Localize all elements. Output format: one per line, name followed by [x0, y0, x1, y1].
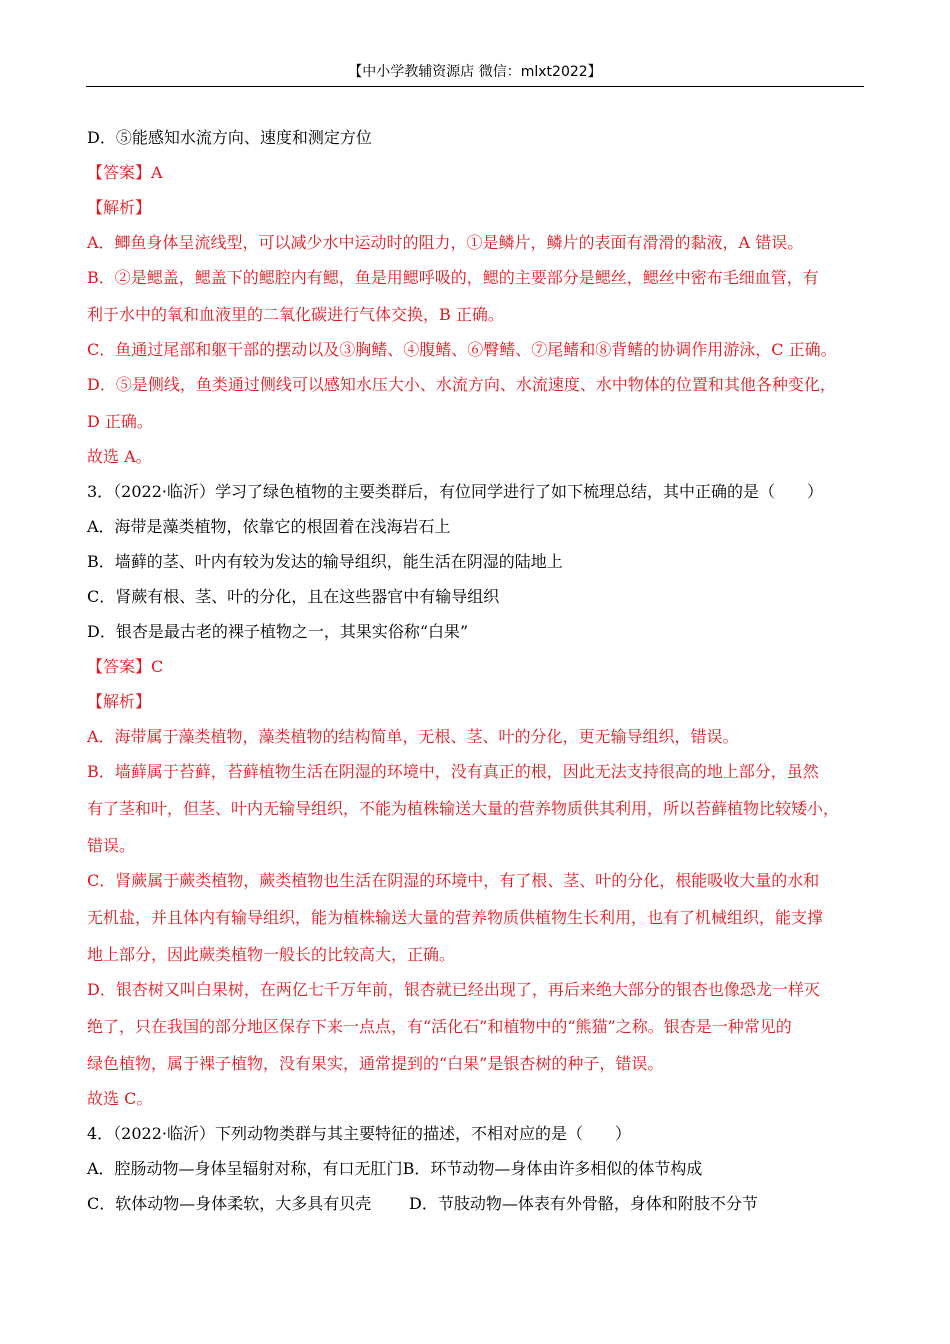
- q3-option: A．海带是藻类植物，依靠它的根固着在浅海岩石上: [87, 517, 451, 536]
- q2-option-d: D．⑤能感知水流方向、速度和测定方位: [87, 128, 372, 147]
- answer-tag: 【答案】: [87, 163, 152, 182]
- q3-option: C．肾蕨有根、茎、叶的分化，且在这些器官中有输导组织: [87, 587, 500, 606]
- q4-options-row-1: [87, 1151, 867, 1186]
- q2-analysis-line: D 正确。: [87, 412, 153, 431]
- q3-analysis-line: B．墙藓属于苔藓，苔藓植物生活在阴湿的环境中，没有真正的根，因此无法支持很高的地上部分，虽然: [87, 762, 819, 781]
- q3-analysis-tag: 【解析】: [87, 692, 152, 711]
- answer-value: C: [151, 657, 164, 676]
- q4-option-d: D．节肢动物—体表有外骨骼，身体和附肢不分节: [409, 1194, 758, 1213]
- q3-option: D．银杏是最古老的裸子植物之一，其果实俗称“白果”: [87, 622, 469, 641]
- q3-analysis-line: 绿色植物，属于裸子植物，没有果实，通常提到的“白果”是银杏树的种子，错误。: [87, 1054, 664, 1073]
- q4-option-a: A．腔肠动物—身体呈辐射对称，有口无肛门: [87, 1159, 403, 1178]
- q4-stem: 4．（2022·临沂）下列动物类群与其主要特征的描述，不相对应的是（ ）: [87, 1124, 631, 1143]
- q3-analysis-line: 错误。: [87, 836, 136, 855]
- q3-analysis-line: 有了茎和叶，但茎、叶内无输导组织，不能为植株输送大量的营养物质供其利用，所以苔藓植物比较矮小，: [87, 799, 840, 818]
- q2-analysis-line: C．鱼通过尾部和躯干部的摆动以及③胸鳍、④腹鳍、⑥臀鳍、⑦尾鳍和⑧背鳍的协调作用游泳，C 正确。: [87, 340, 837, 359]
- q3-analysis-line: A．海带属于藻类植物，藻类植物的结构简单，无根、茎、叶的分化，更无输导组织，错误。: [87, 727, 739, 746]
- answer-tag: 【答案】: [87, 657, 152, 676]
- q3-analysis-line: 无机盐，并且体内有输导组织，能为植株输送大量的营养物质供植物生长利用，也有了机械组织，能支撑: [87, 908, 824, 927]
- q3-conclusion: 故选 C。: [87, 1089, 153, 1108]
- q3-analysis-line: 地上部分，因此蕨类植物一般长的比较高大，正确。: [87, 945, 456, 964]
- q4-options-row-2: [87, 1186, 867, 1221]
- q2-analysis-tag: 【解析】: [87, 198, 152, 217]
- q2-answer: [87, 155, 867, 190]
- q4-option-b: B．环节动物—身体由许多相似的体节构成: [402, 1159, 703, 1178]
- page-content: [87, 120, 867, 1221]
- q3-option: B．墙藓的茎、叶内有较为发达的输导组织，能生活在阴湿的陆地上: [87, 552, 563, 571]
- q2-analysis-line: 利于水中的氧和血液里的二氧化碳进行气体交换，B 正确。: [87, 305, 504, 324]
- q3-analysis-line: 绝了，只在我国的部分地区保存下来一点点，有“活化石”和植物中的“熊猫”之称。银杏是一种常见的: [87, 1017, 792, 1036]
- q2-conclusion: 故选 A。: [87, 447, 152, 466]
- page-header: 【中小学教辅资源店 微信：mlxt2022】: [348, 64, 602, 80]
- q2-analysis-line: D．⑤是侧线，鱼类通过侧线可以感知水压大小、水流方向、水流速度、水中物体的位置和其他各种变化，: [87, 375, 836, 394]
- header-rule: [86, 86, 864, 87]
- q2-analysis-line: B．②是鳃盖，鳃盖下的鳃腔内有鳃，鱼是用鳃呼吸的，鳃的主要部分是鳃丝，鳃丝中密布毛细血管，有: [87, 268, 819, 287]
- q3-analysis-line: C．肾蕨属于蕨类植物，蕨类植物也生活在阴湿的环境中，有了根、茎、叶的分化，根能吸收大量的水和: [87, 871, 820, 890]
- q3-analysis-line: D．银杏树又叫白果树，在两亿七千万年前，银杏就已经出现了，再后来绝大部分的银杏也像恐龙一样灭: [87, 980, 820, 999]
- answer-value: A: [151, 163, 163, 182]
- q4-option-c: C．软体动物—身体柔软，大多具有贝壳: [87, 1194, 372, 1213]
- q3-answer: [87, 649, 867, 684]
- q2-analysis-line: A．鲫鱼身体呈流线型，可以减少水中运动时的阻力，①是鳞片，鳞片的表面有滑滑的黏液，A 错误。: [87, 233, 804, 252]
- q3-stem: 3．（2022·临沂）学习了绿色植物的主要类群后，有位同学进行了如下梳理总结，其中正确的是（ ）: [87, 482, 823, 501]
